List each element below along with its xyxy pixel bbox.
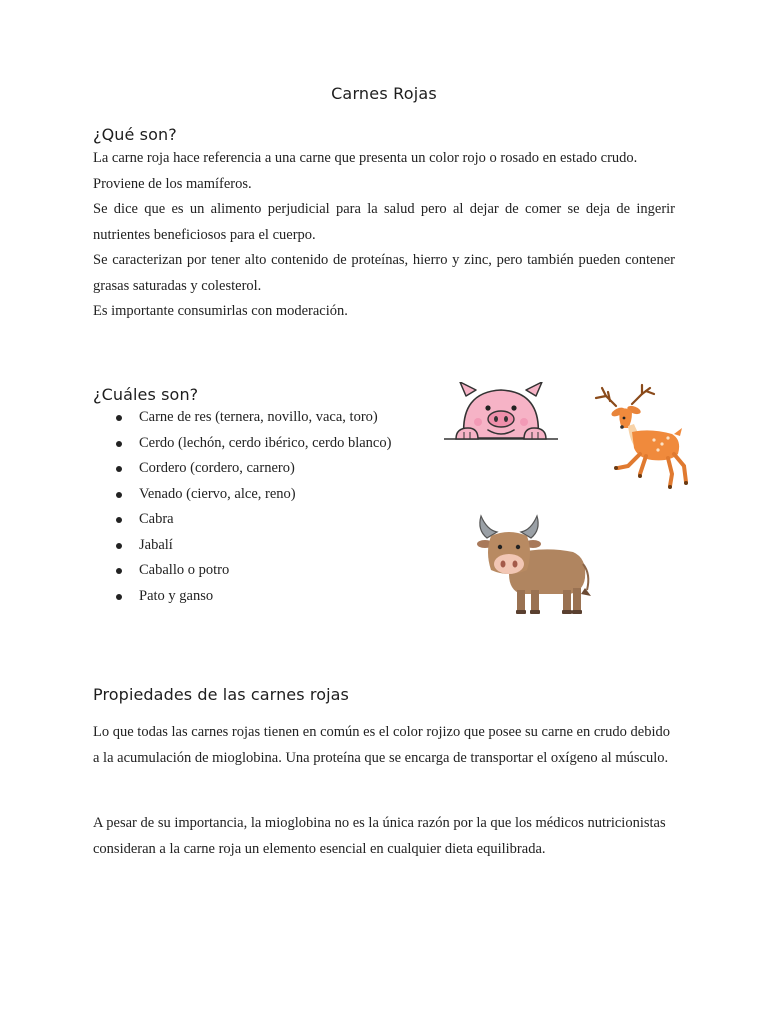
- deer-illustration: [588, 382, 692, 492]
- paragraph: La carne roja hace referencia a una carne que presenta un color rojo o rosado en estado crudo.: [93, 150, 638, 166]
- section-heading-propiedades: Propiedades de las carnes rojas: [93, 685, 349, 704]
- page-title: Carnes Rojas: [331, 84, 437, 103]
- list-item: Pato y ganso: [93, 584, 423, 610]
- paragraph: Proviene de los mamíferos.: [93, 175, 252, 192]
- list-item: Venado (ciervo, alce, reno): [93, 482, 423, 508]
- list-item: Cerdo (lechón, cerdo ibérico, cerdo blanco): [93, 431, 423, 457]
- section-heading-que-son: ¿Qué son?: [93, 125, 177, 144]
- list-item: Carne de res (ternera, novillo, vaca, toro): [93, 405, 423, 431]
- meat-list: [93, 405, 423, 609]
- bull-illustration: [473, 512, 593, 618]
- paragraph: Se caracterizan por tener alto contenido de proteínas, hierro y zinc, pero también pueden contener grasas saturadas y colesterol.: [93, 252, 675, 294]
- pig-illustration: [442, 382, 560, 452]
- que-son-text: [93, 146, 675, 325]
- list-item: Cordero (cordero, carnero): [93, 456, 423, 482]
- paragraph: Es importante consumirlas con moderación.: [93, 303, 348, 319]
- list-item: Cabra: [93, 507, 423, 533]
- propiedades-paragraph-2: A pesar de su importancia, la mioglobina no es la única razón por la que los médicos nutricionistas consideran a la carne roja un elemento esencial en cualquier dieta equilibrada.: [93, 815, 666, 857]
- propiedades-paragraph-1: Lo que todas las carnes rojas tienen en común es el color rojizo que posee su carne en crudo debido a la acumulación de mioglobina. Una proteína que se encarga de transportar el oxígeno al músculo.: [93, 724, 670, 766]
- paragraph: Se dice que es un alimento perjudicial para la salud pero al dejar de comer se deja de ingerir nutrientes beneficiosos para el cuerpo.: [93, 201, 675, 243]
- list-item: Jabalí: [93, 533, 423, 559]
- list-item: Caballo o potro: [93, 558, 423, 584]
- section-heading-cuales-son: ¿Cuáles son?: [93, 385, 199, 404]
